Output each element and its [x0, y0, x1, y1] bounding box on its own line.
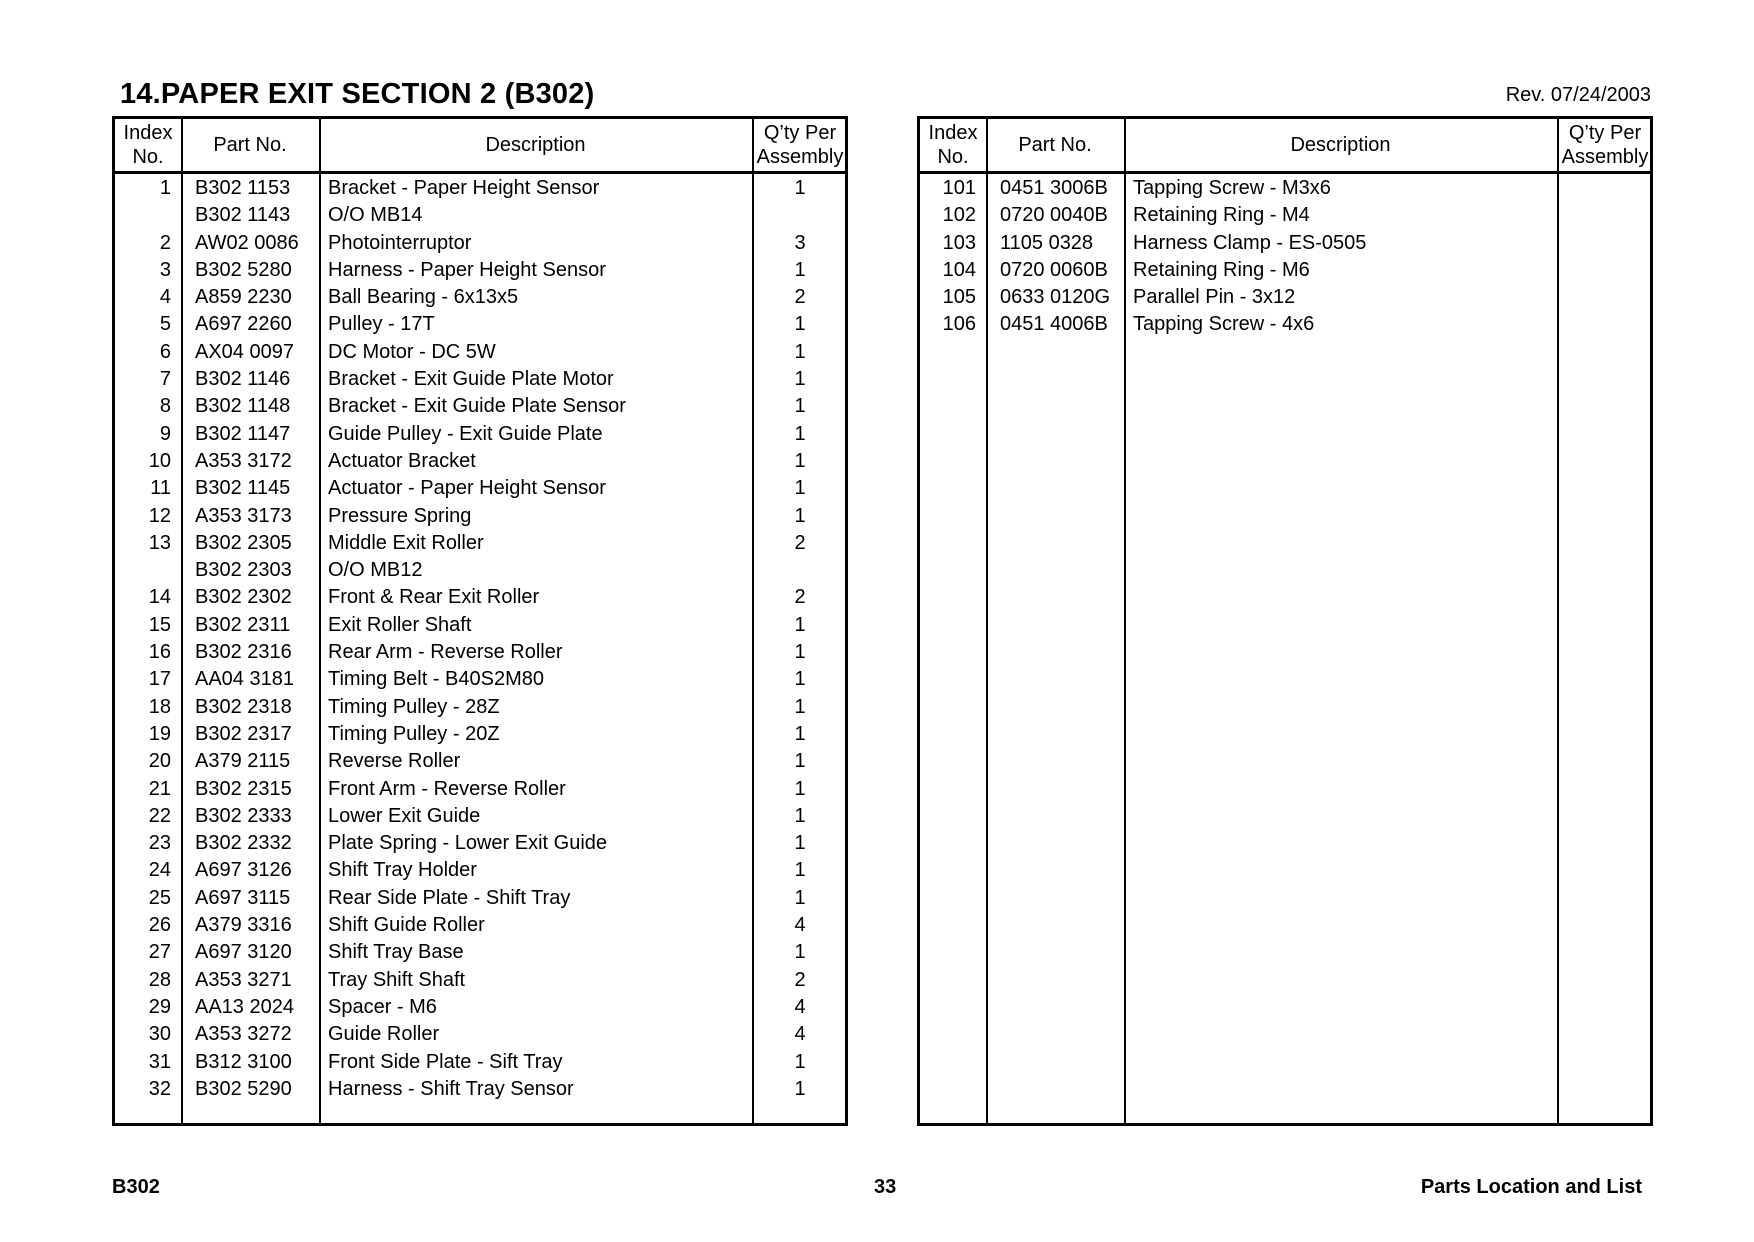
cell-description: Harness Clamp - ES-0505 [1133, 231, 1367, 254]
cell-qty: 1 [794, 1050, 806, 1073]
cell-qty: 1 [794, 641, 806, 664]
cell-description: Front & Rear Exit Roller [328, 586, 540, 609]
table-row [115, 283, 845, 310]
cell-description: Actuator - Paper Height Sensor [328, 477, 606, 500]
cell-qty: 1 [794, 941, 806, 964]
table-row [920, 229, 1650, 256]
cell-index: 103 [942, 231, 976, 254]
table-row [115, 365, 845, 392]
cell-qty: 1 [794, 668, 806, 691]
cell-qty: 1 [794, 504, 806, 527]
table-row [920, 256, 1650, 283]
table-row [115, 1075, 845, 1102]
cell-index: 28 [148, 968, 171, 991]
header-qty-line2: Assembly [756, 146, 844, 168]
cell-part-no: AA13 2024 [195, 995, 294, 1018]
cell-part-no: B302 1147 [195, 422, 291, 445]
header-qty-line2: Assembly [1561, 146, 1649, 168]
table-row [920, 174, 1650, 201]
cell-description: Front Side Plate - Sift Tray [328, 1050, 563, 1073]
cell-index: 14 [148, 586, 171, 609]
cell-part-no: AA04 3181 [195, 668, 294, 691]
cell-index: 4 [159, 286, 171, 309]
cell-index: 27 [148, 941, 171, 964]
cell-index: 32 [148, 1077, 171, 1100]
table-row [115, 856, 845, 883]
cell-description: Bracket - Exit Guide Plate Sensor [328, 395, 626, 418]
cell-part-no: B302 1146 [195, 368, 291, 391]
cell-qty: 2 [794, 286, 806, 309]
cell-part-no: B302 2317 [195, 722, 292, 745]
cell-qty: 1 [794, 340, 806, 363]
cell-description: Guide Roller [328, 1023, 440, 1046]
table-row [115, 174, 845, 201]
cell-qty: 1 [794, 722, 806, 745]
table-row [115, 1048, 845, 1075]
cell-description: Actuator Bracket [328, 449, 476, 472]
table-row [115, 884, 845, 911]
header-description [1124, 119, 1557, 171]
cell-part-no: B302 2332 [195, 832, 292, 855]
cell-qty: 1 [794, 395, 806, 418]
cell-description: Parallel Pin - 3x12 [1133, 286, 1296, 309]
cell-index: 13 [148, 531, 171, 554]
table-row [115, 229, 845, 256]
table-row [115, 474, 845, 501]
cell-description: Retaining Ring - M4 [1133, 204, 1310, 227]
cell-part-no: B302 2318 [195, 695, 292, 718]
table-row [115, 201, 845, 228]
cell-part-no: A697 3120 [195, 941, 292, 964]
cell-index: 102 [942, 204, 976, 227]
cell-index: 10 [148, 449, 171, 472]
footer-section-title: Parts Location and List [1420, 1176, 1642, 1198]
table-row [115, 556, 845, 583]
cell-description: Reverse Roller [328, 750, 461, 773]
header-description-label: Description [485, 134, 586, 156]
cell-part-no: A379 3316 [195, 914, 292, 937]
cell-qty: 1 [794, 477, 806, 500]
cell-index: 101 [942, 177, 976, 199]
cell-part-no: 0720 0060B [1000, 258, 1108, 281]
cell-description: Shift Guide Roller [328, 914, 485, 937]
cell-qty: 1 [794, 1077, 806, 1100]
cell-index: 21 [148, 777, 171, 800]
cell-part-no: B302 5280 [195, 258, 292, 281]
cell-description: Tapping Screw - M3x6 [1133, 177, 1331, 199]
cell-part-no: AX04 0097 [195, 340, 294, 363]
cell-index: 24 [148, 859, 171, 882]
table-row [920, 201, 1650, 228]
header-index-line1: Index [123, 122, 173, 144]
cell-qty: 1 [794, 750, 806, 773]
header-part-label: Part No. [1018, 134, 1092, 156]
cell-index: 104 [942, 258, 976, 281]
cell-part-no: 1105 0328 [1000, 231, 1094, 254]
cell-index: 105 [942, 286, 976, 309]
cell-part-no: B302 2311 [195, 613, 291, 636]
cell-index: 12 [148, 504, 171, 527]
header-index [115, 119, 181, 171]
cell-qty: 1 [794, 832, 806, 855]
cell-index: 19 [148, 722, 171, 745]
cell-description: O/O MB12 [328, 559, 423, 582]
table-row [115, 802, 845, 829]
cell-index: 9 [159, 422, 171, 445]
cell-part-no: B302 2315 [195, 777, 292, 800]
cell-description: Exit Roller Shaft [328, 613, 472, 636]
cell-description: Rear Arm - Reverse Roller [328, 641, 563, 664]
cell-description: Bracket - Exit Guide Plate Motor [328, 368, 614, 391]
header-index-line2: No. [132, 146, 164, 168]
cell-description: Ball Bearing - 6x13x5 [328, 286, 519, 309]
cell-qty: 1 [794, 613, 806, 636]
table-row [115, 938, 845, 965]
cell-index: 2 [159, 231, 171, 254]
cell-qty: 2 [794, 531, 806, 554]
cell-index: 17 [148, 668, 171, 691]
cell-part-no: 0633 0120G [1000, 286, 1111, 309]
cell-index: 23 [148, 832, 171, 855]
cell-part-no: 0451 3006B [1000, 177, 1108, 199]
page-title: 14.PAPER EXIT SECTION 2 (B302) [120, 78, 595, 110]
table-row [115, 502, 845, 529]
parts-table-right [917, 116, 1653, 1126]
cell-part-no: B302 2316 [195, 641, 292, 664]
footer-model: B302 [112, 1176, 160, 1198]
table-row [115, 447, 845, 474]
cell-description: Tray Shift Shaft [328, 968, 466, 991]
header-index-line1: Index [928, 122, 978, 144]
header-qty [752, 119, 848, 171]
cell-qty: 1 [794, 313, 806, 336]
table-row [115, 583, 845, 610]
revision-date: Rev. 07/24/2003 [1505, 84, 1651, 106]
cell-index: 31 [148, 1050, 171, 1073]
header-index [920, 119, 986, 171]
table-row [115, 420, 845, 447]
footer-page-number: 33 [874, 1176, 897, 1198]
cell-description: Plate Spring - Lower Exit Guide [328, 832, 608, 855]
cell-description: Spacer - M6 [328, 995, 437, 1018]
cell-description: Timing Pulley - 28Z [328, 695, 500, 718]
cell-qty: 2 [794, 586, 806, 609]
table-row [115, 256, 845, 283]
rows-right [920, 174, 1650, 338]
cell-qty: 2 [794, 968, 806, 991]
cell-index: 26 [148, 914, 171, 937]
cell-part-no: A353 3172 [195, 449, 292, 472]
table-row [115, 529, 845, 556]
cell-description: O/O MB14 [328, 204, 423, 227]
cell-qty: 1 [794, 177, 806, 199]
cell-qty: 1 [794, 368, 806, 391]
cell-part-no: A859 2230 [195, 286, 292, 309]
header-part-label: Part No. [213, 134, 287, 156]
cell-description: Timing Belt - B40S2M80 [328, 668, 545, 691]
cell-part-no: A379 2115 [195, 750, 291, 773]
cell-index: 29 [148, 995, 171, 1018]
cell-index: 6 [159, 340, 171, 363]
cell-index: 7 [159, 368, 171, 391]
table-row [115, 338, 845, 365]
cell-part-no: B302 1148 [195, 395, 291, 418]
table-row [115, 665, 845, 692]
cell-part-no: B302 2302 [195, 586, 292, 609]
header-part-no [986, 119, 1124, 171]
table-row [115, 693, 845, 720]
cell-description: Bracket - Paper Height Sensor [328, 177, 600, 199]
cell-part-no: A697 3115 [195, 886, 291, 909]
cell-index: 106 [942, 313, 976, 336]
header-qty [1557, 119, 1653, 171]
cell-part-no: B302 1145 [195, 477, 291, 500]
cell-description: Shift Tray Base [328, 941, 464, 964]
cell-qty: 1 [794, 886, 806, 909]
cell-description: Guide Pulley - Exit Guide Plate [328, 422, 603, 445]
table-row [115, 911, 845, 938]
cell-qty: 3 [794, 231, 806, 254]
cell-description: Shift Tray Holder [328, 859, 477, 882]
cell-index: 18 [148, 695, 171, 718]
cell-index: 15 [148, 613, 171, 636]
header-description-label: Description [1290, 134, 1391, 156]
cell-part-no: B302 1143 [195, 204, 291, 227]
cell-description: Retaining Ring - M6 [1133, 258, 1310, 281]
table-row [920, 283, 1650, 310]
cell-part-no: A697 3126 [195, 859, 292, 882]
cell-qty: 1 [794, 777, 806, 800]
header-qty-line1: Q’ty Per [763, 122, 837, 144]
table-row [115, 747, 845, 774]
table-row [115, 638, 845, 665]
cell-part-no: B302 5290 [195, 1077, 292, 1100]
cell-qty: 1 [794, 859, 806, 882]
cell-description: Pressure Spring [328, 504, 472, 527]
cell-description: Rear Side Plate - Shift Tray [328, 886, 571, 909]
header-qty-line1: Q’ty Per [1568, 122, 1642, 144]
cell-part-no: 0720 0040B [1000, 204, 1108, 227]
table-row [920, 310, 1650, 337]
parts-table-left [112, 116, 848, 1126]
table-row [115, 1020, 845, 1047]
cell-part-no: A353 3272 [195, 1023, 292, 1046]
cell-qty: 1 [794, 449, 806, 472]
cell-part-no: 0451 4006B [1000, 313, 1108, 336]
header-part-no [181, 119, 319, 171]
cell-description: Harness - Paper Height Sensor [328, 258, 606, 281]
cell-qty: 1 [794, 804, 806, 827]
cell-part-no: B302 2303 [195, 559, 292, 582]
cell-description: Front Arm - Reverse Roller [328, 777, 566, 800]
header-index-line2: No. [937, 146, 969, 168]
cell-index: 8 [159, 395, 171, 418]
cell-description: Tapping Screw - 4x6 [1133, 313, 1315, 336]
cell-index: 16 [148, 641, 171, 664]
cell-index: 3 [159, 258, 171, 281]
table-row [115, 392, 845, 419]
rows-left [115, 174, 845, 1102]
cell-qty: 1 [794, 422, 806, 445]
cell-part-no: A353 3173 [195, 504, 292, 527]
table-row [115, 310, 845, 337]
cell-part-no: AW02 0086 [195, 231, 299, 254]
cell-description: Timing Pulley - 20Z [328, 722, 500, 745]
cell-description: Lower Exit Guide [328, 804, 481, 827]
table-row [115, 829, 845, 856]
cell-qty: 4 [794, 914, 806, 937]
cell-index: 22 [148, 804, 171, 827]
cell-qty: 4 [794, 995, 806, 1018]
header-description [319, 119, 752, 171]
cell-description: Harness - Shift Tray Sensor [328, 1077, 574, 1100]
cell-qty: 4 [794, 1023, 806, 1046]
cell-description: Middle Exit Roller [328, 531, 484, 554]
cell-description: DC Motor - DC 5W [328, 340, 496, 363]
table-row [115, 775, 845, 802]
cell-index: 11 [150, 477, 171, 500]
cell-part-no: B312 3100 [195, 1050, 292, 1073]
cell-part-no: A353 3271 [195, 968, 292, 991]
cell-part-no: B302 1153 [195, 177, 291, 199]
cell-part-no: B302 2305 [195, 531, 292, 554]
cell-index: 20 [148, 750, 171, 773]
cell-index: 5 [159, 313, 171, 336]
cell-part-no: A697 2260 [195, 313, 292, 336]
cell-part-no: B302 2333 [195, 804, 292, 827]
cell-description: Pulley - 17T [328, 313, 435, 336]
cell-index: 25 [148, 886, 171, 909]
cell-description: Photointerruptor [328, 231, 472, 254]
cell-index: 30 [148, 1023, 171, 1046]
cell-qty: 1 [794, 695, 806, 718]
table-row [115, 720, 845, 747]
cell-qty: 1 [794, 258, 806, 281]
table-row [115, 993, 845, 1020]
table-row [115, 966, 845, 993]
table-row [115, 611, 845, 638]
cell-index: 1 [159, 177, 171, 199]
